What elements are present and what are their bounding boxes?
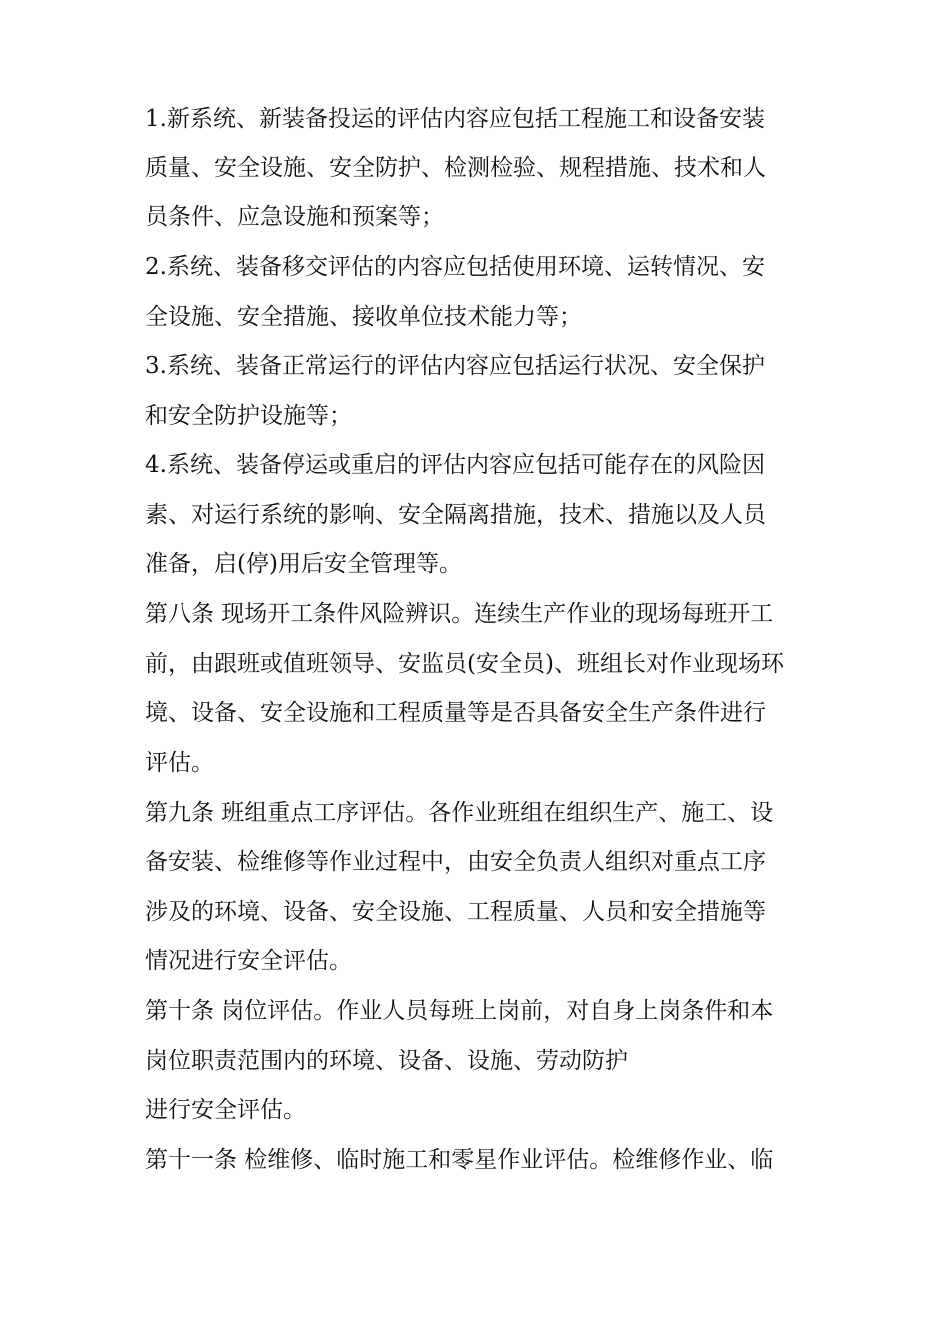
text-line: 进行安全评估。 [145, 1097, 306, 1123]
text-line: 2.系统、装备移交评估的内容应包括使用环境、运转情况、安 [145, 254, 765, 280]
text-line: 前，由跟班或值班领导、安监员(安全员)、班组长对作业现场环 [145, 651, 784, 677]
text-line: 境、设备、安全设施和工程质量等是否具备安全生产条件进行 [145, 700, 766, 726]
text-line: 岗位职责范围内的环境、设备、设施、劳动防护 [145, 1048, 628, 1074]
text-line: 情况进行安全评估。 [145, 948, 352, 974]
text-line: 涉及的环境、设备、安全设施、工程质量、人员和安全措施等 [145, 899, 766, 925]
text-line: 第九条 班组重点工序评估。各作业班组在组织生产、施工、设 [145, 800, 774, 826]
text-line: 4.系统、装备停运或重启的评估内容应包括可能存在的风险因 [145, 452, 765, 478]
text-line: 素、对运行系统的影响、安全隔离措施，技术、措施以及人员 [145, 502, 766, 528]
text-line: 准备，启(停)用后安全管理等。 [145, 551, 462, 577]
text-line: 第八条 现场开工条件风险辨识。连续生产作业的现场每班开工 [145, 601, 774, 627]
text-line: 第十条 岗位评估。作业人员每班上岗前，对自身上岗条件和本 [145, 998, 774, 1024]
text-line: 全设施、安全措施、接收单位技术能力等； [145, 304, 582, 330]
text-line: 备安装、检维修等作业过程中，由安全负责人组织对重点工序 [145, 849, 766, 875]
text-line: 和安全防护设施等； [145, 403, 352, 429]
text-line: 评估。 [145, 750, 214, 776]
text-line: 3.系统、装备正常运行的评估内容应包括运行状况、安全保护 [145, 353, 765, 379]
text-line: 第十一条 检维修、临时施工和零星作业评估。检维修作业、临 [145, 1147, 774, 1173]
text-line: 1.新系统、新装备投运的评估内容应包括工程施工和设备安装 [145, 106, 765, 132]
text-line: 质量、安全设施、安全防护、检测检验、规程措施、技术和人 [145, 155, 766, 181]
text-line: 员条件、应急设施和预案等； [145, 204, 444, 230]
